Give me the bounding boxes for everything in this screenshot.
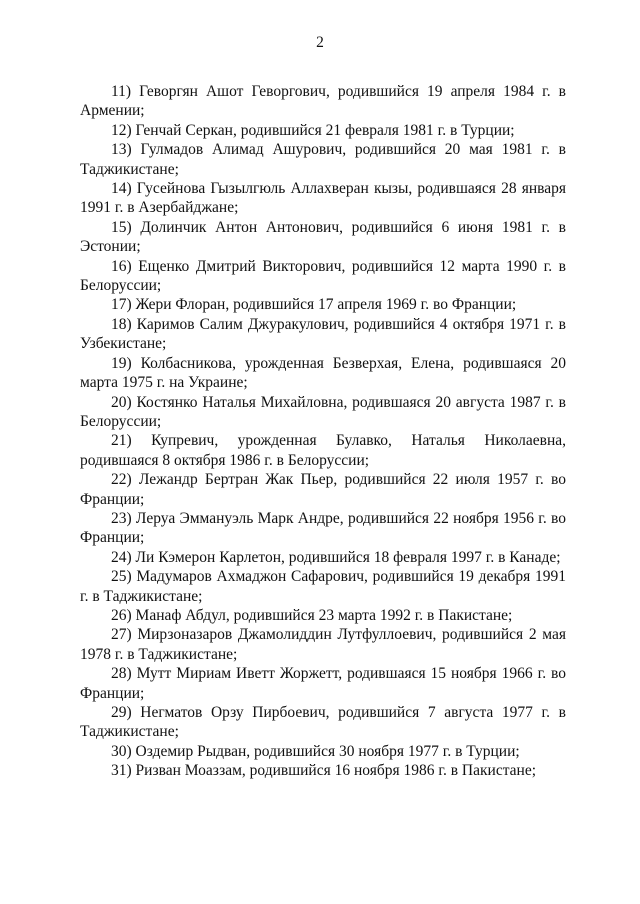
list-item: 17) Жери Флоран, родившийся 17 апреля 1969 г. во Франции; (111, 296, 517, 314)
list-item: 31) Ризван Моаззам, родившийся 16 ноября 1986 г. в Пакистане; (111, 762, 537, 780)
list-item: 29) Негматов Орзу Пирбоевич, родившийся 7 августа 1977 г. в Таджикистане; (80, 704, 566, 741)
list-item: 11) Геворгян Ашот Геворгович, родившийся 19 апреля 1984 г. в Армении; (80, 83, 566, 120)
list-item: 12) Генчай Серкан, родившийся 21 февраля 1981 г. в Турции; (111, 121, 515, 139)
list-item: 15) Долинчик Антон Антонович, родившийся 6 июня 1981 г. в Эстонии; (80, 218, 566, 256)
list-item: 19) Колбасникова, урожденная Безверхая, Елена, родившаяся 20 марта 1975 г. на Украине; (80, 354, 566, 392)
list-item: 28) Мутт Мириам Иветт Жоржетт, родившаяся 15 ноября 1966 г. во Франции; (80, 665, 566, 702)
list-item: 18) Каримов Салим Джуракулович, родившийся 4 октября 1971 г. в Узбекистане; (80, 315, 566, 353)
list-item: 23) Леруа Эммануэль Марк Андре, родившийся 22 ноября 1956 г. во Франции; (80, 509, 566, 547)
list-item: 27) Мирзоназаров Джамолиддин Лутфуллоевич, родившийся 2 мая 1978 г. в Таджикистане; (80, 626, 566, 663)
list-item: 13) Гулмадов Алимад Ашурович, родившийся 20 мая 1981 г. в Таджикистане; (80, 141, 566, 178)
list-item: 20) Костянко Наталья Михайловна, родившаяся 20 августа 1987 г. в Белоруссии; (80, 393, 566, 430)
list-item: 14) Гусейнова Гызылгюль Аллахверан кызы, родившаяся 28 января 1991 г. в Азербайджане; (80, 180, 566, 217)
list-item: 21) Купревич, урожденная Булавко, Наталья Николаевна, родившаяся 8 октября 1986 г. в Белоруссии; (80, 432, 566, 469)
list-item: 30) Оздемир Рыдван, родившийся 30 ноября 1977 г. в Турции; (111, 742, 520, 760)
list-item: 16) Ещенко Дмитрий Викторович, родившийся 12 марта 1990 г. в Белоруссии; (80, 257, 566, 295)
list-item: 26) Манаф Абдул, родившийся 23 марта 1992 г. в Пакистане; (111, 606, 513, 624)
list-item: 22) Лежандр Бертран Жак Пьер, родившийся 22 июля 1957 г. во Франции; (80, 471, 566, 508)
person-list (80, 82, 566, 781)
list-item: 25) Мадумаров Ахмаджон Сафарович, родившийся 19 декабря 1991 г. в Таджикистане; (80, 568, 566, 605)
list-item: 24) Ли Кэмерон Карлетон, родившийся 18 февраля 1997 г. в Канаде; (111, 548, 561, 566)
page-number: 2 (316, 34, 324, 51)
